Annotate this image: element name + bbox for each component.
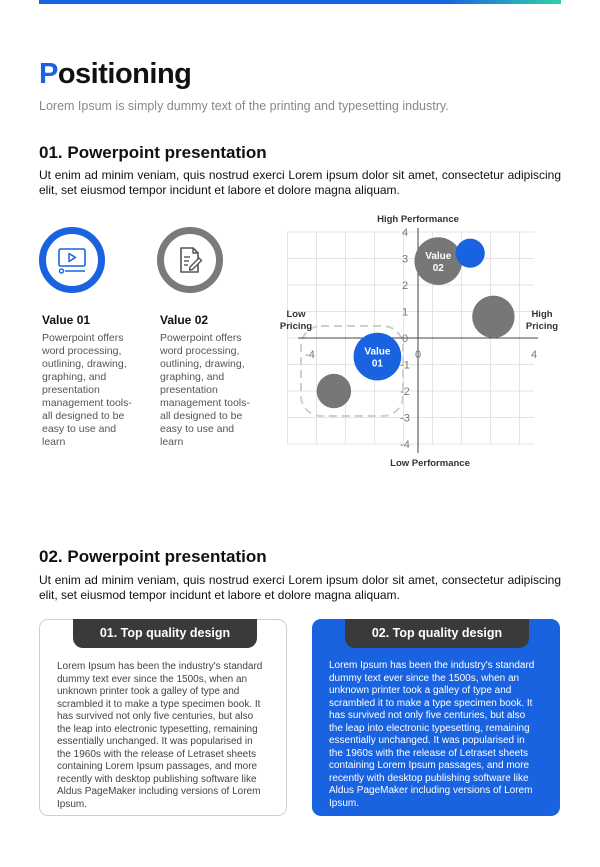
video-player-icon [56, 246, 88, 274]
positioning-chart [270, 208, 570, 470]
feature-card-1-title: 01. Top quality design [73, 619, 257, 648]
value02-title: Value 02 [160, 313, 209, 327]
label-low-pricing: Low Pricing [279, 309, 313, 332]
feature-card-2-title: 02. Top quality design [345, 619, 529, 648]
bubble-label: Value 01 [364, 346, 391, 370]
x-tick-label: -4 [305, 349, 315, 361]
y-tick-label: -1 [400, 359, 410, 372]
chart-bubbles [317, 237, 515, 408]
bubble [317, 374, 351, 408]
y-tick-label: 1 [401, 306, 409, 319]
x-tick-label: 4 [530, 349, 538, 361]
y-tick-label: 2 [401, 280, 409, 292]
feature-card-2-body: Lorem Ipsum has been the industry's standard dummy text ever since the 1500s, when an unknown printer took a galley of type and scrambled it to make a type specimen book. It has survived not only five centuries, but also the leap into electronic typesetting, remaining essentially unchanged. It was popularised in the 1960s with the release of Letraset sheets containing Lorem Ipsum passages, and more recently with desktop publishing software like Aldus PageMaker including versions of Lorem Ipsum. [329, 660, 535, 809]
label-high-pricing: High Pricing [525, 309, 559, 332]
section1-heading: 01. Powerpoint presentation [39, 143, 267, 162]
y-tick-label: 0 [401, 333, 409, 345]
page-subtitle: Lorem Ipsum is simply dummy text of the printing and typesetting industry. [39, 99, 449, 113]
feature-card-1 [39, 619, 287, 816]
label-high-performance: High Performance [377, 214, 459, 225]
value01-description: Powerpoint offers word processing, outlining, drawing, graphing, and presentation management tools- all designed to be easy to use and learn [42, 332, 132, 448]
value02-icon-ring [157, 227, 223, 293]
y-tick-label: -3 [400, 412, 410, 425]
y-tick-label: 3 [401, 253, 409, 266]
value02-description: Powerpoint offers word processing, outlining, drawing, graphing, and presentation management tools- all designed to be easy to use and learn [160, 332, 250, 448]
y-tick-label: -4 [400, 439, 410, 451]
label-low-performance: Low Performance [390, 458, 470, 469]
page-title [39, 58, 191, 91]
y-tick-label: 4 [401, 227, 409, 239]
bubble-label: Value 02 [425, 251, 452, 275]
section1-paragraph: Ut enim ad minim veniam, quis nostrud exerci Lorem ipsum dolor sit amet, consectetur adipiscing elit, set eiusmod tempor incidunt et labore et dolore magna aliquam. [39, 168, 561, 197]
section2-paragraph: Ut enim ad minim veniam, quis nostrud exerci Lorem ipsum dolor sit amet, consectetur adipiscing elit, set eiusmod tempor incidunt et labore et dolore magna aliquam. [39, 573, 561, 602]
bubble [472, 296, 514, 338]
top-accent-bar [39, 0, 561, 4]
title-rest: ositioning [57, 58, 192, 90]
feature-card-2 [312, 619, 560, 816]
title-initial: P [39, 58, 58, 90]
value01-title: Value 01 [42, 313, 91, 327]
document-edit-icon [176, 245, 204, 275]
x-tick-label: 0 [414, 349, 422, 361]
section2-heading: 02. Powerpoint presentation [39, 547, 267, 566]
bubble [456, 239, 485, 268]
feature-card-1-body: Lorem Ipsum has been the industry's standard dummy text ever since the 1500s, when an unknown printer took a galley of type and scrambled it to make a type specimen book. It has survived not only five centuries, but also the leap into electronic typesetting, remaining essentially unchanged. It was popularised in the 1960s with the release of Letraset sheets containing Lorem Ipsum passages, and more recently with desktop publishing software like Aldus PageMaker including versions of Lorem Ipsum. [57, 661, 263, 810]
value01-icon-ring [39, 227, 105, 293]
y-tick-label: -2 [400, 386, 410, 398]
